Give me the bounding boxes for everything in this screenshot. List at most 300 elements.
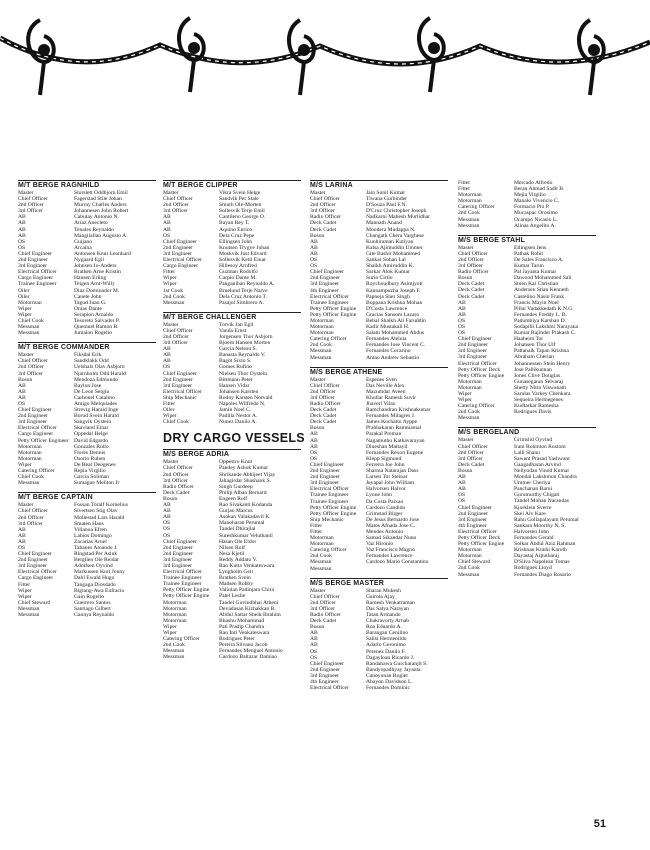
crew-name: Sandklakk Odd (74, 358, 109, 365)
crew-rank: Catering Officer (458, 403, 495, 410)
crew-name: Hillesoy Arnfred (219, 263, 257, 270)
crew-rank: Oiler (163, 407, 175, 414)
crew-name: Beran Ahmad Sadit B. (514, 186, 565, 193)
crew-rank: Messman (18, 480, 40, 487)
crew-rank: 3rd Officer (18, 520, 43, 527)
crew-name: Ariaz Anecleto (74, 220, 108, 227)
crew-rank: Fitter (458, 180, 471, 186)
crew-rank: Electrical Officer (458, 360, 497, 367)
crew-name: De Sales Francisco A. (514, 256, 564, 263)
crew-rank: Petty Officer Engine (310, 305, 357, 312)
crew-rank: Messman (458, 415, 480, 422)
crew-rank: Chief Engineer (18, 551, 53, 558)
crew-rank: 3rd Officer (163, 340, 188, 347)
crew-name: Johannesen John Robert (74, 208, 129, 215)
crew-name: Vanda Ernst (219, 327, 247, 334)
crew-name: Cardozo Mario Constantino (366, 559, 429, 566)
crew-rank: Messman (458, 571, 480, 578)
crew-rank: OS (18, 238, 26, 245)
crew-rank: Cargo Engineer (18, 431, 54, 438)
vessel-crew-list (163, 312, 301, 426)
crew-name: Cardozo Candido (366, 504, 406, 511)
crew-rank: Trainee Engineer (310, 299, 349, 306)
crew-name: Gangadharan Arvind (514, 461, 561, 468)
crew-rank: Electrical Officer (310, 685, 349, 692)
crew-name: Bayan Rey T. (219, 220, 250, 227)
crew-name: Lyngholm Geir (219, 569, 254, 576)
crew-name: Prabhakaran Rammamal (366, 425, 422, 432)
crew-rank: 2nd Officer (458, 256, 484, 263)
crew-rank: 2nd Cook (163, 293, 185, 300)
crew-rank: Petty Officer Deck (458, 534, 501, 541)
crew-name: Baylon Jose (74, 382, 102, 389)
crew-rank: AB (163, 352, 171, 359)
crew-name: Ummer Cheriya (514, 480, 551, 487)
crew-name: Jhaveri Vilas (366, 401, 395, 407)
crew-rank: AB (163, 214, 171, 221)
crew-name: Kannampuzha Joseph F. (366, 287, 421, 294)
crew-name: Rodrigues Davis (514, 409, 552, 416)
crew-rank: 2nd Engineer (18, 413, 48, 420)
crew-name: Gite Bashir Mohammed (366, 250, 421, 257)
crew-rank: Messman (310, 354, 332, 361)
crew-rank: 2nd Engineer (310, 275, 340, 282)
crew-name: Oppedal Helge (74, 431, 108, 438)
crew-rank: Electrical Officer (163, 388, 202, 395)
crew-rank: 2nd Officer (18, 514, 44, 521)
crew-name: Kumar Rajinder Prakash C. (514, 330, 576, 337)
crew-rank: Petty Officer Engine (458, 541, 505, 548)
crew-rank: Deck Cadet (310, 413, 337, 420)
vessel-crew-list (18, 342, 156, 486)
vessel-name: M/S BERGE STAHL (458, 235, 596, 244)
crew-name: Dahl Ewald Hugo (74, 575, 115, 582)
crew-rank: Fitter (18, 581, 31, 588)
crew-rank: Master (310, 587, 326, 594)
crew-name: Nunez Danilo A. (219, 419, 257, 426)
crew-name: Santiago Gilbert (74, 605, 111, 612)
crew-name: Rao Sivakanti Kodanda (219, 502, 273, 509)
crew-rank: 3rd Engineer (18, 419, 48, 426)
crew-row (18, 612, 156, 618)
crew-row (163, 419, 301, 425)
crew-rank: 2nd Officer (310, 388, 336, 395)
vessel-name: M/T BERGE RAGNHILD (18, 180, 156, 189)
crew-rank: Master (18, 190, 34, 196)
crew-name: Panganiban Reynaldo A. (219, 281, 275, 288)
crew-rank: AB (458, 311, 466, 318)
crew-name: Adarlo Geronimo (366, 642, 406, 649)
crew-name: Jorgensen Thor Asbjorn (219, 333, 273, 340)
crew-name: Devadasan Kizhakkan B. (219, 605, 276, 612)
vessel-crew-list (458, 180, 596, 229)
crew-rank: Wiper (18, 587, 32, 594)
crew-rank: Motorman (163, 599, 187, 606)
vessel-crew-list (310, 367, 448, 572)
crew-name: Gain Rogelio (74, 593, 104, 600)
crew-name: Shrikande Abhijeet Vijay (219, 471, 276, 478)
crew-rank: Electrical Officer (18, 425, 57, 432)
crew-rank: Chief Officer (163, 465, 193, 472)
crew-rank: OS (458, 323, 466, 330)
crew-name: Torvik Jan Egil (219, 321, 254, 328)
crew-name: Pasajol Simbrero A. (219, 299, 264, 306)
crew-name: Grimstad Birger (366, 510, 403, 517)
vessel-name: M/T BERGE CHALLENGER (163, 312, 301, 321)
crew-name: Aquino Enrico (219, 226, 253, 233)
crew-name: Villanoa Efren (74, 526, 107, 533)
crew-rank: Electrical Officer (458, 528, 497, 535)
crew-name: Hansen Erling (74, 275, 107, 282)
crew-rank: Petty Officer Engine (163, 593, 210, 600)
crew-name: Abayon Davidson L. (366, 679, 413, 686)
crew-name: Fossan Toralf Kornelius (74, 502, 128, 509)
crew-rank: Cargo Engineer (163, 263, 199, 270)
crew-name: Bruelund Terje Narve (219, 287, 268, 294)
crew-rank: AB (18, 526, 26, 533)
crew-row (458, 572, 596, 578)
crew-rank: AB (310, 238, 318, 245)
crew-name: Amigo Melquiades (74, 401, 118, 407)
crew-rank: Motorman (310, 330, 334, 337)
crew-name: Fagerstad Stile Johan (74, 196, 122, 203)
crew-rank: Electrical Officer (310, 293, 349, 300)
crew-name: Ferreira Joe John (366, 461, 405, 468)
crew-name: Sandvik Per Stale (219, 196, 259, 203)
crew-name: Philip Alban Bernard (219, 489, 267, 496)
crew-rank: Motorman (18, 455, 42, 462)
crew-name: Njarnholm Odd Harald (74, 370, 126, 377)
crew-rank: 2nd Engineer (163, 544, 193, 551)
crew-rank: 2nd Officer (163, 333, 189, 340)
crew-rank: Catering Officer (18, 468, 55, 475)
crew-name: Dayastaj Arputharaj (514, 553, 559, 560)
crew-rank: Chief Officer (310, 382, 340, 389)
crew-rank: Motorman (310, 535, 334, 542)
crew-name: De Real Deogenes (74, 461, 116, 468)
rope-knot-banner (0, 0, 650, 100)
crew-name: Gurumurthy Chigati (514, 492, 560, 499)
crew-name: Jose Pallikunnan (514, 366, 552, 373)
crew-name: Engeen Rolf (219, 495, 248, 502)
crew-name: Hasan Ole Eldor (219, 538, 257, 545)
crew-rank: Wiper (18, 593, 32, 600)
crew-rank: Messman (163, 654, 185, 661)
crew-rank: Cargo Engineer (18, 575, 54, 582)
crew-rank: Motorman (18, 299, 42, 306)
crew-name: Cabulay Antonio N. (74, 214, 119, 221)
crew-rank: Motorman (310, 317, 334, 324)
crew-row (310, 566, 448, 572)
crew-name: De Leon Sergio (74, 388, 110, 395)
crew-name: Rahu Gollapalayam Perumal (514, 516, 579, 523)
crew-name: Fiksdal Erik (74, 352, 102, 359)
crew-name: Mendoza Edmundo (74, 376, 118, 383)
crew-name: Nellyodan Vinod Kumar (514, 467, 570, 474)
page-number: 51 (593, 818, 606, 830)
crew-name: Guerrero Santos (74, 599, 111, 606)
crew-rank: AB (163, 358, 171, 365)
crew-rank: AB (18, 382, 26, 389)
crew-name: Pandey Ashok Kumar (219, 465, 269, 472)
crew-rank: Deck Cadet (458, 287, 485, 294)
crew-name: Fernandes Milagres J. (366, 413, 416, 420)
crew-name: Samad Sikandar Nuno (366, 535, 417, 542)
crew-rank: Electrical Officer (163, 257, 202, 264)
crew-rank: 2nd Engineer (310, 468, 340, 475)
crew-rank: Messman (18, 330, 40, 337)
crew-rank: 2nd Engineer (163, 376, 193, 383)
crew-name: Bhashu Mohammad (219, 617, 265, 624)
crew-name: Tatan Armando (366, 612, 401, 618)
crew-rank: OS (18, 244, 26, 251)
crew-rank: Radio Officer (310, 214, 341, 221)
crew-rank: Motorman (163, 611, 187, 618)
crew-name: Haaheim Tor (514, 336, 544, 343)
crew-rank: Deck Cadet (163, 489, 190, 496)
crew-rank: Trainee Engineer (18, 281, 57, 288)
crew-rank: 3rd Officer (163, 477, 188, 484)
crew-rank: Motorman (163, 617, 187, 624)
crew-rank: 3rd Officer (163, 208, 188, 215)
crew-rank: 2nd Officer (310, 599, 336, 606)
crew-rank: OS (163, 232, 171, 239)
crew-rank: Master (18, 352, 34, 359)
crew-rank: Motorman (310, 324, 334, 331)
crew-rank: AB (458, 480, 466, 487)
crew-rank: Chief Steward (458, 559, 491, 566)
crew-name: Singh Gurdeep (219, 483, 253, 490)
crew-name: De Jesus Bernardo Jose (366, 516, 419, 523)
vessel-name: M/S BERGE ADRIA (163, 449, 301, 458)
crew-name: Sankar Sohan Lal (366, 257, 406, 264)
crew-rank: OS (310, 648, 318, 655)
crew-rank: Cargo Engineer (18, 275, 54, 282)
crew-name: Fernandes Rexon Eugene (366, 449, 424, 456)
crew-name: Ramesh Venkatraman (366, 599, 415, 606)
crew-rank: 2nd Engineer (163, 550, 193, 557)
crew-rank: OS (310, 449, 318, 456)
crew-rank: OS (310, 257, 318, 264)
crew-name: Carbonel Catalino (74, 394, 115, 401)
crew-rank: Bosun (18, 376, 33, 383)
crew-name: Carpio Dante M. (219, 275, 257, 282)
crew-name: Garcia Nelson S. (219, 346, 258, 353)
crew-name: Fernandes Diago Rosario (514, 571, 571, 578)
crew-rank: Chief Engineer (310, 660, 345, 667)
crew-name: Stuen Kai Christian (514, 281, 559, 288)
crew-rank: Fitter (163, 401, 176, 407)
crew-rank: AB (310, 244, 318, 251)
crew-name: Madsen Robby (219, 581, 254, 588)
crew-name: Serapion Arnaldo (74, 311, 114, 318)
crew-rank: 3rd Officer (310, 605, 335, 612)
crew-name: Fernandes Menguel Antonio (219, 648, 283, 655)
crew-name: Nagamuthu Kathavarayan (366, 437, 425, 444)
crew-rank: AB (310, 642, 318, 649)
crew-rank: 2nd Officer (310, 202, 336, 209)
crew-rank: 3rd Engineer (18, 563, 48, 570)
crew-name: Bandyopadhyay Jayanta (366, 666, 421, 673)
crew-rank: Ship Mechanic (163, 394, 197, 401)
crew-name: Randahawa Gurcharanjit S. (366, 660, 428, 667)
crew-name: Abraham Cherian (514, 354, 554, 361)
crew-rank: Chief Engineer (18, 250, 53, 257)
crew-name: Patel Leslie (219, 593, 246, 600)
crew-rank: 2nd Cook (310, 553, 332, 560)
crew-rank: Messman (458, 216, 480, 223)
vessel-name: M/T BERGE CLIPPER (163, 180, 301, 189)
crew-rank: Wiper (163, 630, 177, 636)
crew-name: Biglang-Awa Eufracio (74, 587, 125, 594)
crew-name: Adolfsen Oyvind (74, 563, 113, 570)
crew-rank: 4th Engineer (310, 287, 339, 294)
crew-name: Sequeira Hermegenes (514, 397, 563, 404)
crew-rank: Catering Officer (310, 547, 347, 554)
crew-rank: 3rd Engineer (458, 348, 488, 355)
crew-name: Vikra Svein Helge (219, 190, 261, 196)
crew-rank: Motorman (458, 378, 482, 385)
crew-name: Abdul Sattar Sheik Ibrahim (219, 611, 281, 618)
crew-name: Lalli Shanu (514, 449, 540, 456)
crew-name: Canoyonan Rogier (366, 672, 409, 679)
vessel-crew-list (310, 180, 448, 361)
crew-name: Skei Alv Kare (514, 510, 546, 517)
crew-rank: AB (310, 250, 318, 257)
crew-rank: Bosun (310, 425, 325, 432)
crew-name: Tangaga Diosdado (74, 581, 116, 588)
crew-name: Johansen Thor Ulf (514, 342, 556, 349)
crew-name: Ellingsen Jens (514, 244, 547, 251)
crew-name: Mangilallan Augusto A. (74, 232, 128, 239)
crew-rank: 2nd Cook (458, 565, 480, 572)
crew-name: Uelshals Olav Asbjorn (74, 364, 125, 371)
crew-rank: 3rd Engineer (458, 516, 488, 523)
crew-name: Smuth Ole-Morten (219, 202, 262, 209)
crew-rank: Messman (310, 565, 332, 572)
crew-rank: Motorman (163, 605, 187, 612)
crew-rank: Petty Officer Engine (310, 311, 357, 318)
crew-name: Kumar Tarun (514, 263, 544, 270)
crew-name: Asokan Valakadavil K. (219, 514, 271, 521)
crew-name: Onias Dante (74, 305, 102, 312)
crew-name: Markussen Kurt Jonny (74, 569, 125, 576)
crew-rank: AB (163, 508, 171, 515)
crew-name: Oppestro Knut (219, 459, 253, 466)
crew-rank: Deck Cadet (310, 407, 337, 414)
crew-rank: Motorman (458, 192, 482, 199)
crew-name: Storslett Oddbjorn Emil (74, 190, 128, 196)
crew-rank: Catering Officer (458, 204, 495, 211)
crew-rank: 3rd Engineer (163, 556, 193, 563)
crew-name: D'Cruz Christopher Joseph (366, 208, 427, 215)
crew-rank: Master (458, 437, 474, 444)
crew-rank: 2nd Engineer (458, 510, 488, 517)
crew-rank: Deck Cadet (310, 618, 337, 625)
crew-name: Das Neville Alex (366, 382, 405, 389)
crew-rank: Fitter (310, 522, 323, 529)
crew-rank: Messman (310, 348, 332, 355)
crew-name: Solkar Abdul Aziz Rahman (514, 541, 576, 548)
crew-rank: Petty Officer Engine (310, 510, 357, 517)
crew-name: Shetty Nitin Viswanath (514, 384, 567, 391)
crew-rank: 3rd Engineer (310, 281, 340, 288)
crew-name: Irani Rohinton Rustom (514, 443, 566, 450)
crew-rank: Chief Officer (163, 196, 193, 203)
crew-name: Lynne John (366, 492, 392, 499)
crew-rank: Motorman (458, 198, 482, 205)
crew-name: Shaikh Amiruddin K. (366, 263, 415, 270)
crew-rank: AB (310, 443, 318, 450)
crew-name: Das Satya Narayan (366, 605, 409, 612)
crew-rank: Chief Cook (18, 317, 44, 324)
crew-name: Bebal Shaikh Ali Faruddin (366, 317, 426, 324)
crew-name: Sumague Meliton Jr (74, 480, 120, 487)
crew-name: Berglien Ole Reidar (74, 557, 119, 564)
crew-name: Fernandes Cecarino (366, 348, 411, 355)
crew-name: Reddy Addatu V. (219, 556, 258, 563)
crew-rank: Deck Cadet (458, 461, 485, 468)
crew-rank: 2nd Engineer (163, 244, 193, 251)
crew-rank: OS (458, 317, 466, 324)
crew-rank: 3rd Officer (310, 208, 335, 215)
crew-name: Osorio Ruben (74, 455, 106, 462)
crew-rank: 3rd Engineer (458, 354, 488, 361)
crew-name: Parakal Preman (366, 431, 402, 438)
crew-name: Bagot Sixto S. (219, 358, 252, 365)
crew-name: Jamin Noel C. (219, 407, 252, 414)
crew-rank: AB (18, 220, 26, 227)
crew-name: Johannessen Stein Henry (514, 360, 571, 367)
crew-name: Antonsen Knut Leonhard (74, 250, 131, 257)
crew-name: Klepp Sigmund (366, 455, 402, 462)
crew-rank: 2nd Officer (163, 471, 189, 478)
crew-name: Fernandes Dominic (366, 685, 410, 692)
crew-name: Valiulan Padinjara Chira (219, 587, 274, 594)
crew-rank: Chief Engineer (458, 336, 493, 343)
crew-rank: OS (18, 544, 26, 551)
crew-rank: 2nd Engineer (310, 474, 340, 481)
crew-name: Brathen Svein (219, 575, 251, 582)
vessel-name: M/S LARINA (310, 180, 448, 189)
crew-rank: Deck Cadet (458, 281, 485, 288)
crew-rank: Bosun (310, 624, 325, 631)
crew-rank: Chief Officer (18, 358, 48, 365)
crew-name: Strevig Harald Inge (74, 407, 119, 414)
crew-name: Tandel Mohan Narandas (514, 498, 569, 505)
crew-name: Gonzales Rollo (74, 443, 109, 450)
crew-name: Ellingsen John (219, 238, 253, 245)
crew-name: Sharan Mukesh (366, 587, 401, 594)
crew-rank: 2nd Cook (163, 642, 185, 649)
crew-rank: Wiper (458, 397, 472, 404)
crew-name: Bittmann Peter (219, 376, 253, 383)
column-2 (163, 180, 305, 666)
crew-rank: Trainee Engineer (310, 498, 349, 505)
crew-rank: Motorman (458, 384, 482, 391)
crew-name: Rodny Karsten Norvald (219, 394, 273, 401)
crew-rank: Master (163, 459, 179, 466)
crew-rank: Wiper (458, 391, 472, 397)
crew-name: Flores Dennis (74, 449, 106, 456)
crew-name: Papneja Sher Singh (366, 293, 410, 300)
crew-name: Cantileno George O. (219, 214, 266, 221)
crew-name: Sankara Moorthy N. S. (514, 522, 566, 529)
crew-rank: Chief Officer (458, 443, 488, 450)
vessel-crew-list (18, 180, 156, 336)
crew-rank: AB (458, 305, 466, 312)
crew-rank: OS (310, 654, 318, 661)
